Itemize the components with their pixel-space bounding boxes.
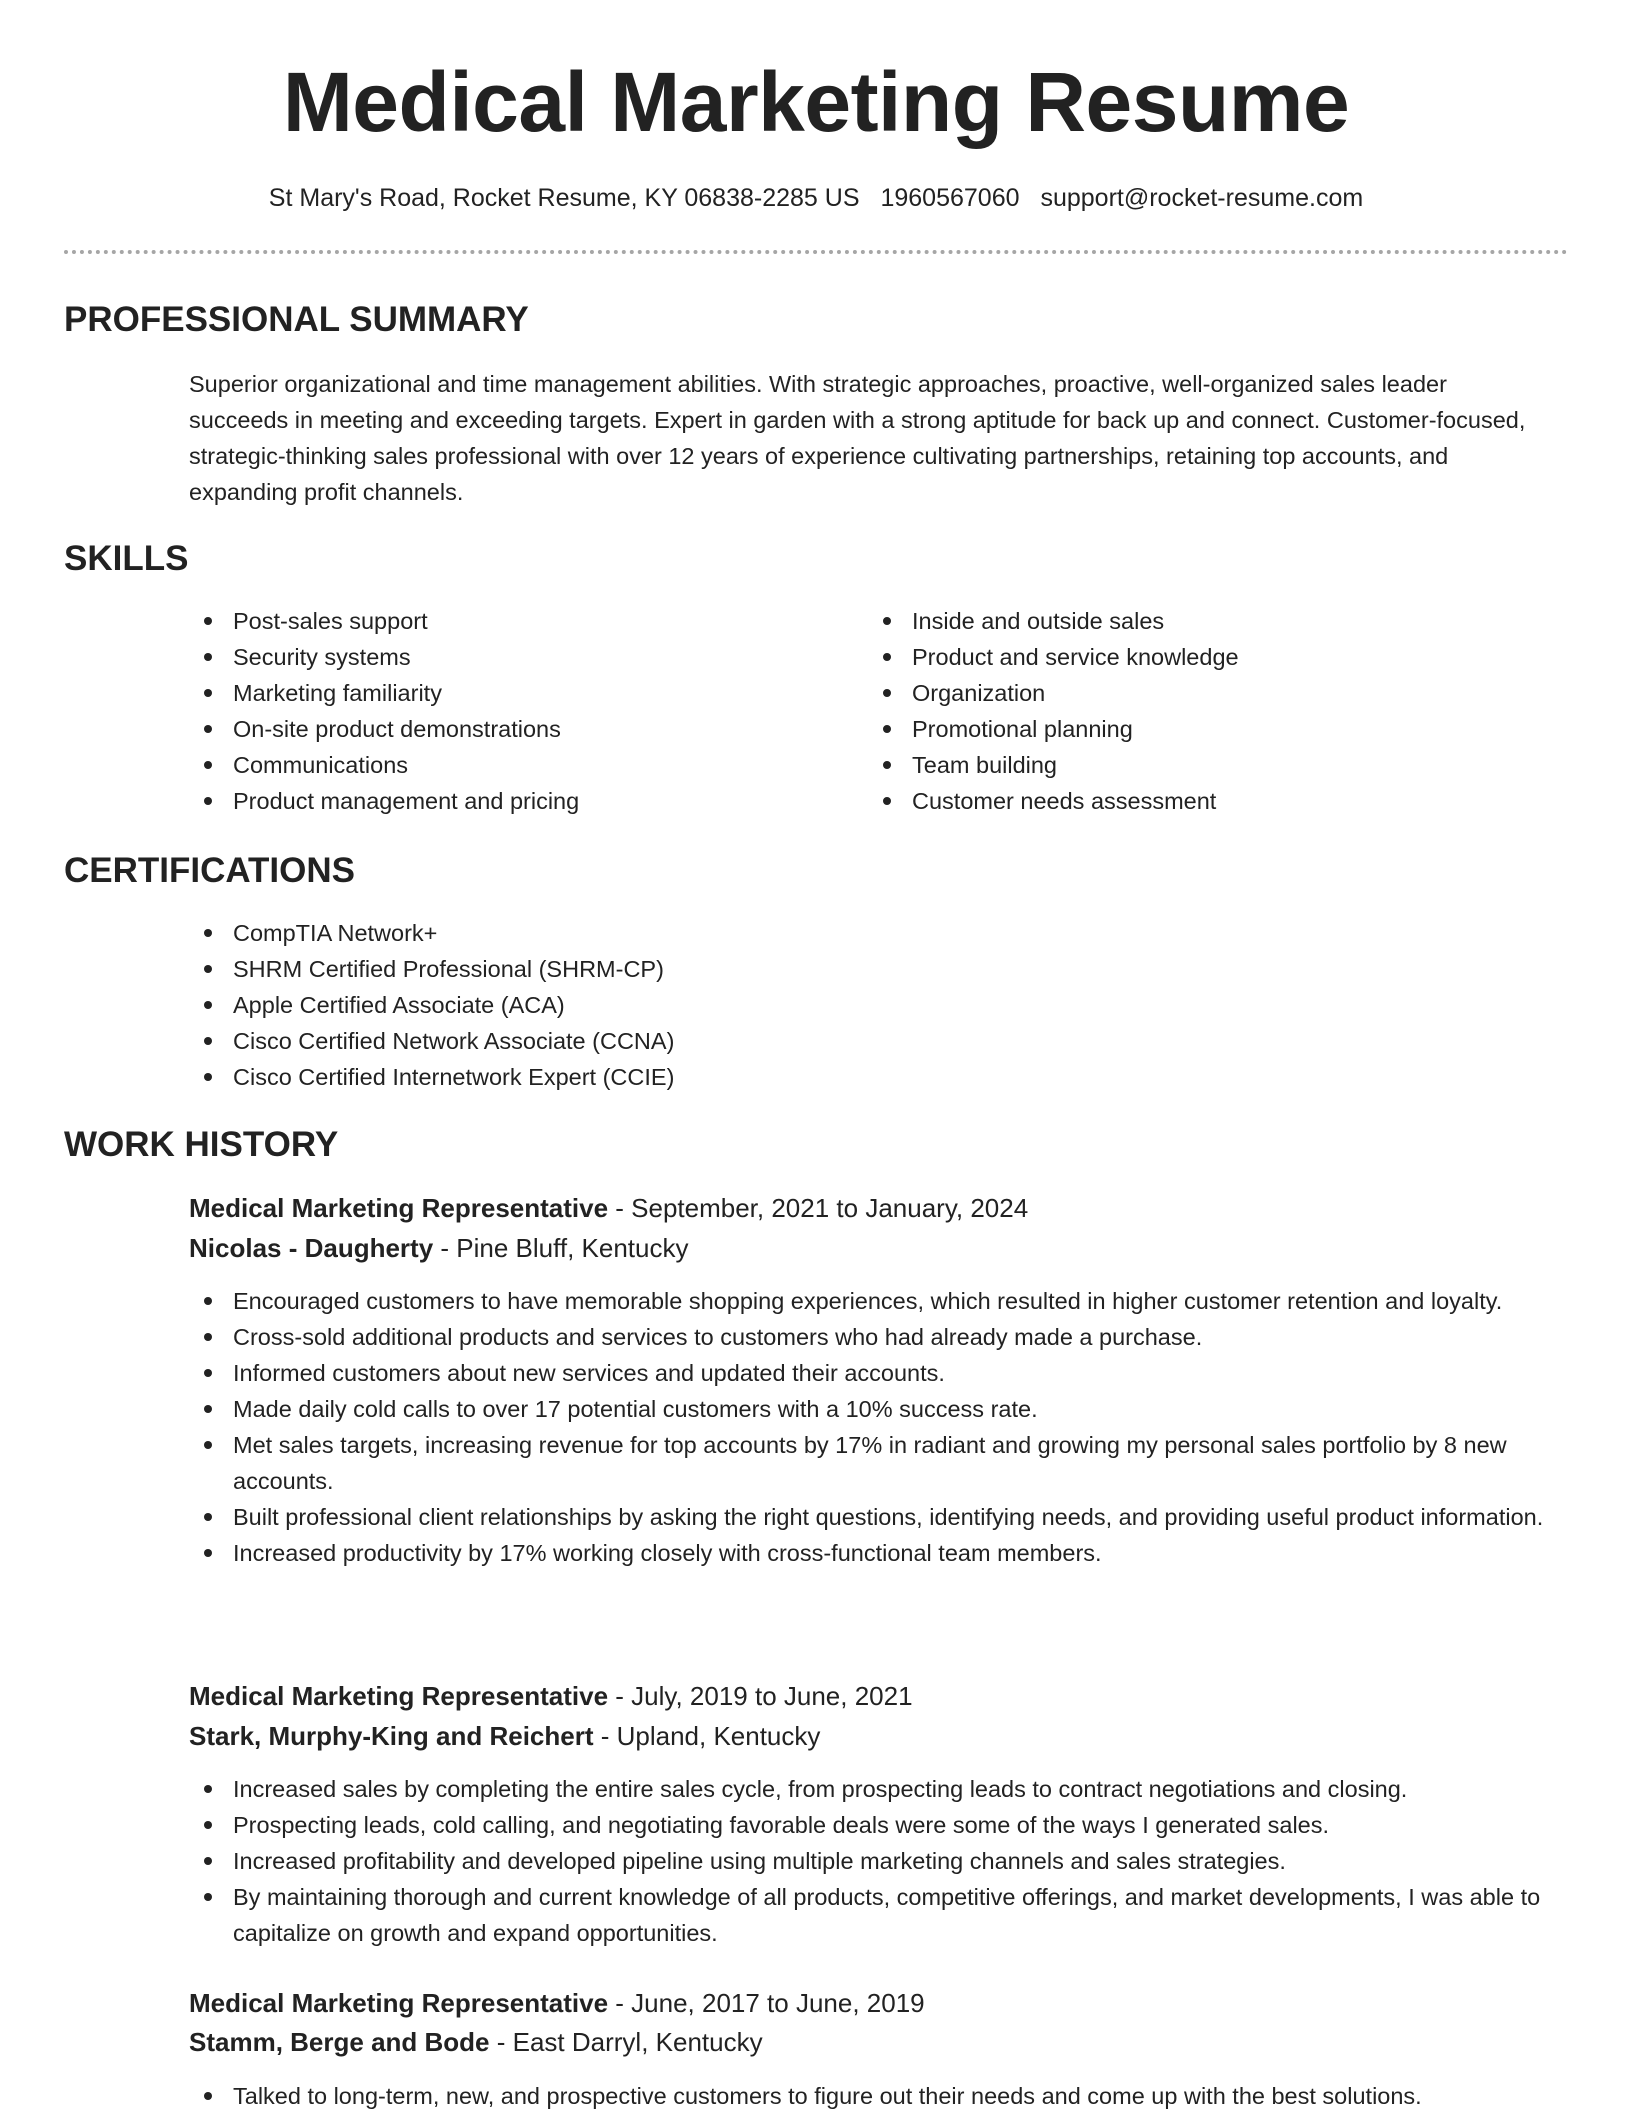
job-bullet: Encouraged customers to have memorable shopping experiences, which resulted in higher customer retention and loyalty. bbox=[189, 1283, 1544, 1319]
job-role: Medical Marketing Representative bbox=[189, 1193, 609, 1223]
job-title-line bbox=[189, 1188, 1028, 1228]
job-company-line bbox=[189, 1716, 820, 1756]
job-bullet: Made daily cold calls to over 17 potential customers with a 10% success rate. bbox=[189, 1391, 1544, 1427]
skill-item: Product and service knowledge bbox=[868, 639, 1508, 675]
job-bullet: By maintaining thorough and current knowledge of all products, competitive offerings, and market developments, I was able to capitalize on growth and expand opportunities. bbox=[189, 1879, 1544, 1951]
job-role: Medical Marketing Representative bbox=[189, 1681, 609, 1711]
job-bullets bbox=[189, 2078, 1544, 2112]
job-bullet: Increased profitability and developed pipeline using multiple marketing channels and sales strategies. bbox=[189, 1843, 1544, 1879]
skill-item: Promotional planning bbox=[868, 711, 1508, 747]
job-location: - Upland, Kentucky bbox=[593, 1721, 821, 1751]
resume-title: Medical Marketing Resume bbox=[282, 55, 1350, 149]
job-company: Stamm, Berge and Bode bbox=[189, 2027, 490, 2057]
skill-item: Organization bbox=[868, 675, 1508, 711]
skills-list-right bbox=[868, 603, 1508, 819]
skill-item: Product management and pricing bbox=[189, 783, 829, 819]
skill-item: Customer needs assessment bbox=[868, 783, 1508, 819]
certification-item: Cisco Certified Internetwork Expert (CCIE) bbox=[189, 1059, 1389, 1095]
skill-item: On-site product demonstrations bbox=[189, 711, 829, 747]
certification-item: Cisco Certified Network Associate (CCNA) bbox=[189, 1023, 1389, 1059]
job-bullet: Built professional client relationships by asking the right questions, identifying needs, and providing useful product information. bbox=[189, 1499, 1544, 1535]
skill-item: Post-sales support bbox=[189, 603, 829, 639]
certification-item: Apple Certified Associate (ACA) bbox=[189, 987, 1389, 1023]
skill-item: Marketing familiarity bbox=[189, 675, 829, 711]
certification-item: SHRM Certified Professional (SHRM-CP) bbox=[189, 951, 1389, 987]
job-bullet: Increased sales by completing the entire sales cycle, from prospecting leads to contract negotiations and closing. bbox=[189, 1771, 1544, 1807]
skill-item: Security systems bbox=[189, 639, 829, 675]
skills-heading: SKILLS bbox=[64, 539, 189, 578]
job-location: - Pine Bluff, Kentucky bbox=[433, 1233, 689, 1263]
job-dates: - June, 2017 to June, 2019 bbox=[608, 1988, 925, 2018]
certifications-list bbox=[189, 915, 1389, 1095]
header-divider bbox=[64, 250, 1568, 254]
job-dates: - September, 2021 to January, 2024 bbox=[608, 1193, 1029, 1223]
job-bullets bbox=[189, 1771, 1544, 1951]
contact-email: support@rocket-resume.com bbox=[1040, 184, 1364, 212]
job-title-line bbox=[189, 1983, 925, 2023]
job-title-line bbox=[189, 1676, 913, 1716]
work-history-heading: WORK HISTORY bbox=[64, 1125, 339, 1164]
job-role: Medical Marketing Representative bbox=[189, 1988, 609, 2018]
contact-line bbox=[0, 180, 1632, 216]
contact-address: St Mary's Road, Rocket Resume, KY 06838-2285 US bbox=[268, 184, 860, 212]
job-bullet: Increased productivity by 17% working closely with cross-functional team members. bbox=[189, 1535, 1544, 1571]
skills-list-left bbox=[189, 603, 829, 819]
job-bullet: Informed customers about new services and updated their accounts. bbox=[189, 1355, 1544, 1391]
job-company: Stark, Murphy-King and Reichert bbox=[189, 1721, 594, 1751]
job-dates: - July, 2019 to June, 2021 bbox=[608, 1681, 913, 1711]
skill-item: Team building bbox=[868, 747, 1508, 783]
job-bullets bbox=[189, 1283, 1544, 1571]
job-bullet: Prospecting leads, cold calling, and negotiating favorable deals were some of the ways I generated sales. bbox=[189, 1807, 1544, 1843]
certification-item: CompTIA Network+ bbox=[189, 915, 1389, 951]
job-company-line bbox=[189, 2022, 763, 2062]
certifications-heading: CERTIFICATIONS bbox=[64, 851, 356, 890]
skill-item: Communications bbox=[189, 747, 829, 783]
contact-phone: 1960567060 bbox=[880, 184, 1020, 212]
summary-heading: PROFESSIONAL SUMMARY bbox=[64, 300, 529, 339]
job-bullet: Met sales targets, increasing revenue for top accounts by 17% in radiant and growing my personal sales portfolio by 8 new accounts. bbox=[189, 1427, 1544, 1499]
job-bullet: Cross-sold additional products and services to customers who had already made a purchase. bbox=[189, 1319, 1544, 1355]
job-company: Nicolas - Daugherty bbox=[189, 1233, 434, 1263]
job-company-line bbox=[189, 1228, 689, 1268]
skill-item: Inside and outside sales bbox=[868, 603, 1508, 639]
job-location: - East Darryl, Kentucky bbox=[489, 2027, 763, 2057]
job-bullet: Talked to long-term, new, and prospective customers to figure out their needs and come up with the best solutions. bbox=[189, 2078, 1544, 2112]
summary-text: Superior organizational and time management abilities. With strategic approaches, proactive, well-organized sales leader succeeds in meeting and exceeding targets. Expert in garden with a strong aptitude for back up and connect. Customer-focused, strategic-thinking sales professional with over 12 years of experience cultivating partnerships, retaining top accounts, and expanding profit channels. bbox=[189, 371, 1526, 505]
